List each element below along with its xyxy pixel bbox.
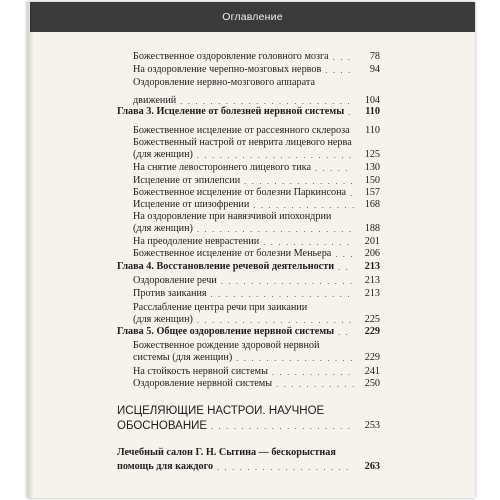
toc-page-number: 110	[365, 125, 380, 136]
toc-entry-text: Оздоровление речи	[133, 275, 217, 286]
toc-entry-text: Божественное исцеление от болезни Паркинсона	[133, 187, 347, 198]
leader-dots: . . . . . . . . . . . . . . . . . . . . .	[196, 225, 353, 234]
leader-dots: . . .	[335, 250, 355, 259]
toc-page-number: 213	[364, 275, 380, 286]
toc-page-number: 125	[364, 149, 380, 160]
leader-dots: . . . . . . . . . . . . . . . . . .	[220, 277, 354, 286]
book-page	[27, 2, 475, 498]
toc-page-number: 206	[364, 248, 380, 259]
toc-entry-text: На оздоровление черепно-мозговых нервов	[133, 64, 322, 75]
toc-page-number: 104	[364, 95, 380, 106]
leader-dots: . .	[338, 263, 350, 272]
toc-entry-text: Глава 4. Восстановление речевой деятельности	[117, 261, 335, 272]
toc-entry-text: движений	[133, 95, 177, 106]
toc-entry-text: ИСЦЕЛЯЮЩИЕ НАСТРОИ. НАУЧНОЕ	[117, 405, 325, 417]
toc-entry-text: На стойкость нервной системы	[133, 366, 268, 377]
leader-dots: . . . . . . . . . . . . . . . . . . . . .	[196, 316, 353, 325]
toc-page-number: 168	[364, 199, 380, 210]
toc-entry-text: Расслабление центра речи при заикании	[133, 302, 308, 313]
leader-dots: .	[350, 189, 354, 198]
toc-entry-text: Божественный настрой от неврита лицевого нерва	[133, 137, 352, 148]
leader-dots: . . . . . . . . . . . . . . . .	[236, 354, 355, 363]
toc-page-number: 229	[364, 326, 380, 337]
toc-entry-text: системы (для женщин)	[133, 352, 233, 363]
toc-entry-text: (для женщин)	[133, 223, 193, 234]
leader-dots: . . . . . . . . . . . . . . . . . . .	[210, 290, 352, 299]
toc-page-number: 157	[364, 187, 380, 198]
toc-entry-text: Божественное рождение здоровой нервной	[133, 340, 320, 351]
toc-entry-text: Против заикания	[133, 288, 207, 299]
leader-dots: . . . . . . . . . . . . . . . . . . . . . . .	[180, 97, 352, 106]
toc-entry-text: На оздоровление при навязчивой ипохондрии	[133, 211, 332, 222]
toc-page-number: 150	[364, 175, 380, 186]
toc-page-number: 94	[369, 64, 380, 75]
toc-page-number: 110	[365, 106, 380, 117]
toc-page-number: 130	[364, 162, 380, 173]
toc-entry-text: ОБОСНОВАНИЕ	[117, 420, 208, 432]
toc-page-number: 213	[364, 261, 380, 272]
toc-page-number: 253	[364, 420, 380, 431]
toc-entry-text: Глава 5. Общее оздоровление нервной системы	[117, 326, 335, 337]
toc-entry-text: Исцеление от шизофрении	[133, 199, 250, 210]
toc-entry-text: Божественное оздоровление головного мозга	[133, 51, 329, 62]
toc-entry-text: Оздоровление нервно-мозгового аппарата	[133, 77, 315, 88]
toc-page-number: 229	[364, 352, 380, 363]
toc-page-number: 241	[364, 366, 380, 377]
toc-entry-text: (для женщин)	[133, 149, 193, 160]
leader-dots: . . . . . . . . . . . .	[263, 238, 351, 247]
toc-page-number: 188	[364, 223, 380, 234]
toc-entry-text: На снятие левостороннего лицевого тика	[133, 162, 311, 173]
toc-entry-text: Оздоровление нервной системы	[133, 378, 273, 389]
toc-entry-text: Божественное исцеление от болезни Меньера	[133, 248, 332, 259]
toc-page-number: 225	[364, 314, 380, 325]
leader-dots: . . . . . . . . . . .	[271, 368, 352, 377]
leader-dots: . .	[338, 328, 350, 337]
leader-dots: . . . . . . . . . . . . . . . . . . . . .	[196, 151, 353, 160]
toc-page-number: 78	[369, 51, 380, 62]
leader-dots: . . . . . . . . . . . . . .	[253, 201, 356, 210]
toc-entry-text: Исцеление от эпилепсии	[133, 175, 241, 186]
leader-dots: . . . .	[325, 66, 352, 75]
leader-dots: .	[348, 108, 353, 117]
table-of-contents	[27, 2, 475, 498]
toc-page-number: 263	[364, 461, 380, 472]
toc-page-number: 201	[364, 236, 380, 247]
toc-entry-text: Глава 3. Исцеление от болезней нервной системы	[117, 106, 345, 117]
leader-dots: . . . . . . . . . . . . . . .	[244, 177, 355, 186]
toc-page-number: 213	[364, 288, 380, 299]
leader-dots: . . . . . . . . . . . . . . . . . . .	[211, 422, 352, 431]
toc-entry-text: (для женщин)	[133, 314, 193, 325]
toc-entry-text: помощь для каждого	[117, 461, 214, 472]
toc-entry-text: Лечебный салон Г. Н. Сытина — бескорыстная	[117, 447, 336, 458]
leader-dots: . . . . . . . . . . . . . . . . . .	[217, 463, 351, 472]
leader-dots: . . . . .	[315, 164, 350, 173]
toc-entry-text: Божественное исцеление от рассеянного склероза	[133, 125, 350, 136]
page-header-title: Оглавление	[222, 11, 283, 23]
leader-dots: . . . . . . . . . . .	[276, 380, 356, 389]
toc-page-number: 250	[364, 378, 380, 389]
toc-entry-text: На преодоление неврастении	[133, 236, 260, 247]
leader-dots: . . .	[332, 53, 352, 62]
